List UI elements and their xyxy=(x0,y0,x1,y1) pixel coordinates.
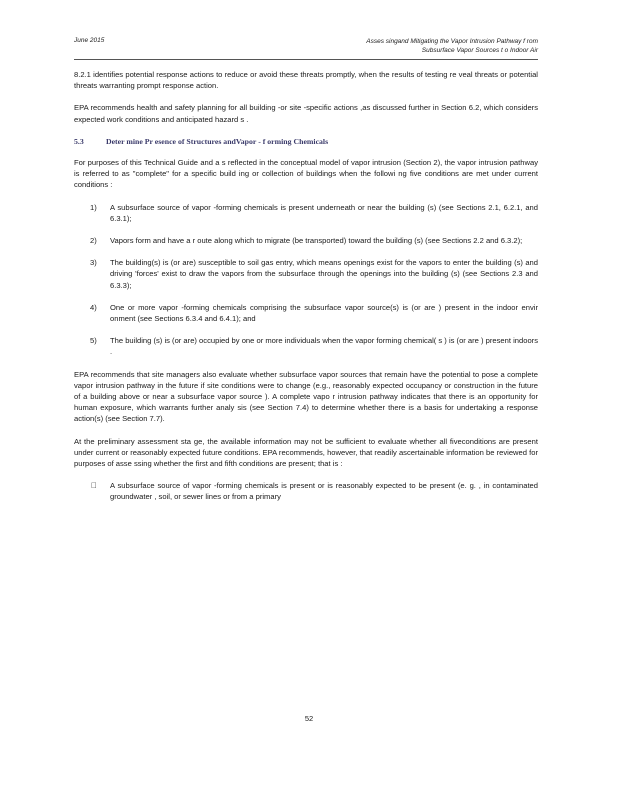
paragraph-intro: For purposes of this Technical Guide and a s reflected in the conceptual model of vapor intrusion (Section 2), the vapor intrusion pathway is referred to as "complete" for a specific build ing or collection of buildings when the followi ng five conditions are met under current conditions : xyxy=(74,158,538,190)
condition-text: The building(s) is (or are) susceptible to soil gas entry, which means openings exist for the vapors to enter the building (s) and driving 'forces' exist to draw the vapors from the subsurface through the openings into the building (s) (see Sections 2.3 and 6.3.3); xyxy=(110,258,538,290)
header-date: June 2015 xyxy=(74,37,105,44)
condition-item xyxy=(74,257,538,291)
paragraph-preliminary-assessment: At the preliminary assessment sta ge, the available information may not be sufficient to evaluate whether all fiveconditions are present under current or reasonably expected future conditions. EPA recommends, however, that readily ascertainable information be reviewed for purposes of asse ssing whether the first and fifth conditions are present; that is : xyxy=(74,436,538,469)
header-title xyxy=(298,37,538,55)
bullet-text: A subsurface source of vapor -forming chemicals is present or is reasonably expected to be present (e. g. , in contaminated groundwater , soil, or sewer lines or from a primary xyxy=(110,481,538,502)
header-divider xyxy=(74,59,538,60)
condition-text: One or more vapor -forming chemicals comprising the subsurface vapor source(s) is (or are ) present in the indoor envir onment (see Sections 6.3.4 and 6.4.1); and xyxy=(110,302,538,324)
condition-number: 5) xyxy=(90,336,97,346)
paragraph-health-safety: EPA recommends health and safety planning for all building -or site -specific actions ,as discussed further in Section 6.2, which considers expected work conditions and anticipated hazard s . xyxy=(74,103,538,124)
condition-number: 2) xyxy=(90,236,97,246)
conditions-list xyxy=(74,202,538,358)
condition-number: 4) xyxy=(90,302,97,312)
section-title: Deter mine Pr esence of Structures andVapor - f orming Chemicals xyxy=(105,136,329,146)
condition-number: 1) xyxy=(90,202,97,212)
paragraph-response-actions: 8.2.1 identifies potential response actions to reduce or avoid these threats promptly, when the results of testing re veal threats or potential threats warranting prompt response action. xyxy=(74,70,538,91)
page-number: 52 xyxy=(304,714,314,723)
header-title-line-2: Subsurface Vapor Sources t o Indoor Air xyxy=(421,47,538,54)
condition-item xyxy=(74,202,538,224)
condition-text: The building (s) is (or are) occupied by one or more individuals when the vapor forming chemical( s ) is (or are ) present indoors . xyxy=(110,336,538,357)
condition-text: Vapors form and have a r oute along which to migrate (be transported) toward the building (s) (see Sections 2.2 and 6.3.2); xyxy=(110,236,523,246)
condition-text: A subsurface source of vapor -forming chemicals is present underneath or near the building (s) (see Sections 2.1, 6.2.1, and 6.3.1); xyxy=(110,202,538,223)
condition-number: 3) xyxy=(90,258,97,268)
bullet-item xyxy=(74,480,538,502)
page-body xyxy=(74,69,538,503)
condition-item xyxy=(74,235,538,246)
paragraph-site-managers: EPA recommends that site managers also evaluate whether subsurface vapor sources that remain have the potential to pose a complete vapor intrusion pathway in the future if site conditions were to change (e.g., reasonably expected occupancy or construction in the future of a building above or near a subsurface vapor source ). A complete vapo r intrusion pathway indicates that there is an opportunity for human exposure, which warrants further analy sis (see Section 7.4) to determine whether there is a basis for undertaking a response action(s) (see Section 7.7). xyxy=(74,369,538,424)
condition-item xyxy=(74,335,538,357)
header-title-line-1: Asses singand Mitigating the Vapor Intrusion Pathway f rom xyxy=(366,38,538,45)
bullet-glyph xyxy=(91,480,97,491)
condition-item xyxy=(74,302,538,324)
section-heading xyxy=(74,136,538,147)
section-number: 5.3 xyxy=(74,136,84,146)
bullet-list xyxy=(74,480,538,502)
